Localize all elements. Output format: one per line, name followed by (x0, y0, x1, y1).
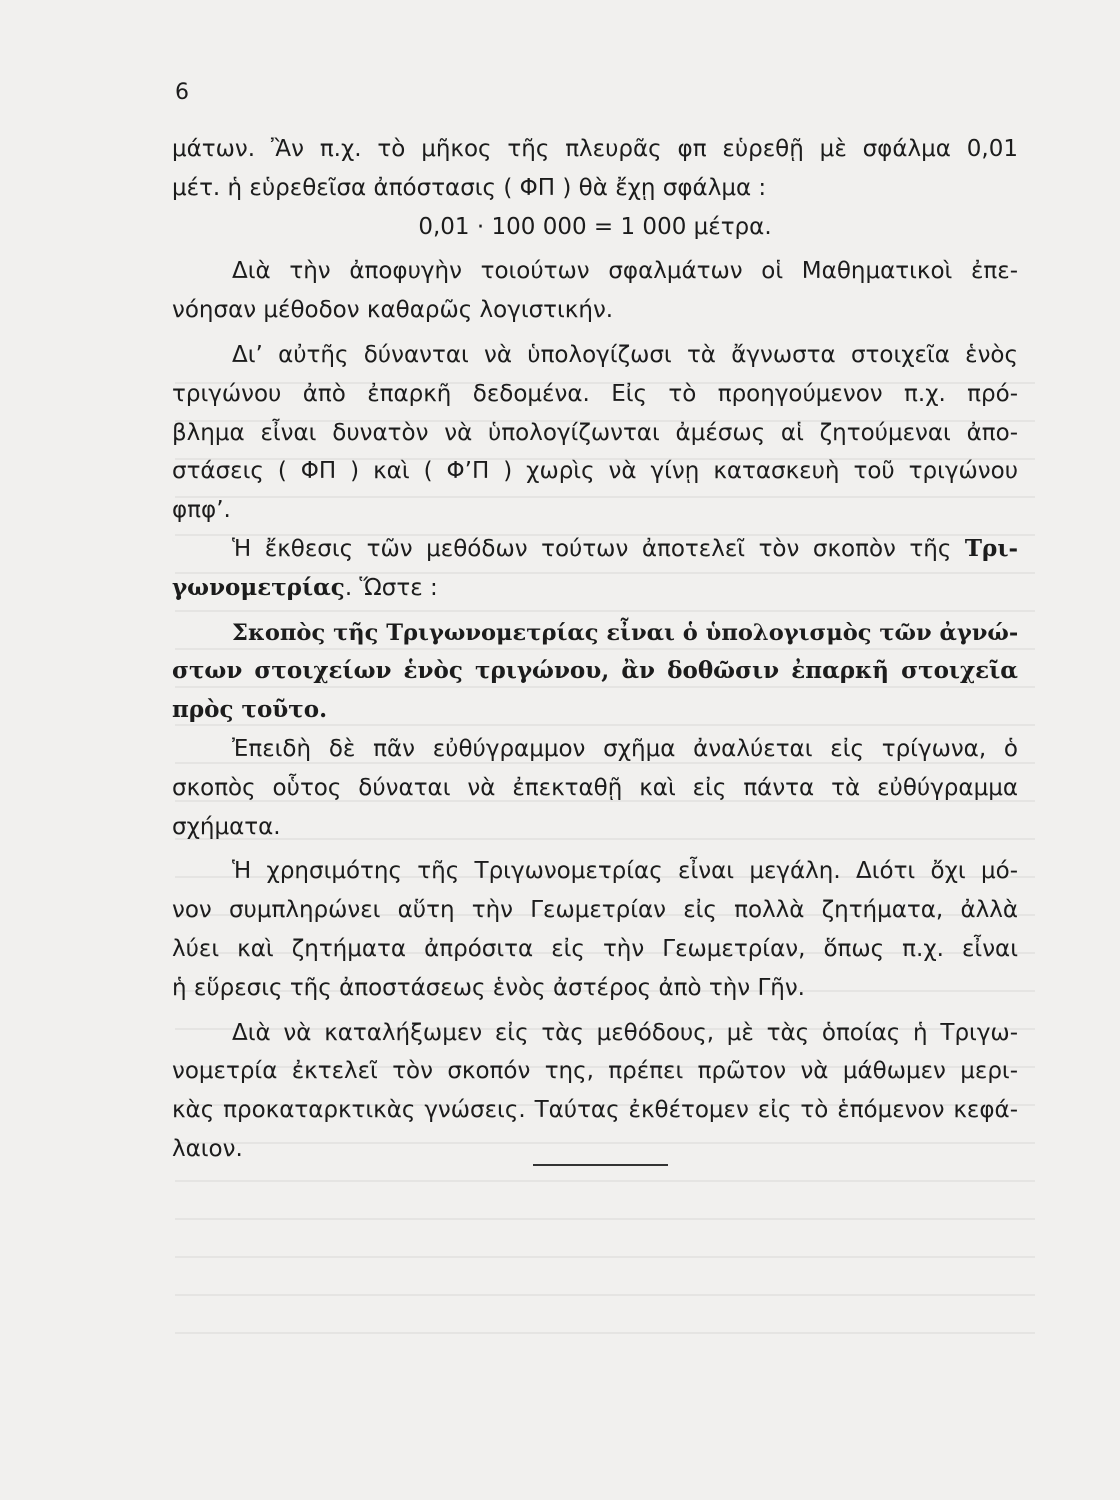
equation-line: 0,01 · 100 000 = 1 000 μέτρα. (418, 213, 772, 240)
page-number: 6 (175, 80, 189, 105)
text-line: ἡ εὕρεσις τῆς ἀποστάσεως ἑνὸς ἀστέρος ἀπὸ τὴν Γῆν. (172, 974, 805, 1001)
text-line: Διὰ νὰ καταλήξωμεν εἰς τὰς μεθόδους, μὲ τὰς ὁποίας ἡ Τριγω- (232, 1019, 1018, 1046)
definition-line: Σκοπὸς τῆς Τριγωνομετρίας εἶναι ὁ ὑπολογισμὸς τῶν ἀγνώ- (232, 619, 1019, 646)
text-line: Ἡ χρησιμότης τῆς Τριγωνομετρίας εἶναι μεγάλη. Διότι ὄχι μό- (232, 858, 1018, 885)
text-line: νομετρία ἐκτελεῖ τὸν σκοπόν της, πρέπει πρῶτον νὰ μάθωμεν μερι- (172, 1058, 1018, 1085)
text-line: μέτ. ἡ εὑρεθεῖσα ἀπόστασις ( ΦΠ ) θὰ ἔχῃ σφάλμα : (172, 174, 767, 201)
text-span: . Ὥστε : (344, 574, 438, 601)
text-line: Ἐπειδὴ δὲ πᾶν εὐθύγραμμον σχῆμα ἀναλύεται εἰς τρίγωνα, ὁ (232, 735, 1018, 762)
text-line (172, 569, 1018, 608)
text-line: λαιον. (172, 1135, 243, 1162)
text-line: βλημα εἶναι δυνατὸν νὰ ὑπολογίζωνται ἀμέσως αἱ ζητούμεναι ἀπο- (172, 419, 1018, 446)
definition-line: πρὸς τοῦτο. (172, 696, 328, 724)
text-line: μάτων. Ἂν π.χ. τὸ μῆκος τῆς πλευρᾶς φπ εὑρεθῇ μὲ σφάλμα 0,01 (172, 136, 1018, 162)
text-line: Διὰ τὴν ἀποφυγὴν τοιούτων σφαλμάτων οἱ Μαθηματικοὶ ἐπε- (232, 258, 1018, 285)
text-line: λύει καὶ ζητήματα ἀπρόσιτα εἰς τὴν Γεωμετρίαν, ὅπως π.χ. εἶναι (172, 935, 1018, 962)
text-line: Δι’ αὐτῆς δύνανται νὰ ὑπολογίζωσι τὰ ἄγνωστα στοιχεῖα ἑνὸς (232, 341, 1018, 368)
text-line: νόησαν μέθοδον καθαρῶς λογιστικήν. (172, 297, 614, 324)
text-span: Ἡ ἔκθεσις τῶν μεθόδων τούτων ἀποτελεῖ τὸν σκοπὸν τῆς (232, 535, 965, 562)
text-line: στάσεις ( ΦΠ ) καὶ ( Φ’Π ) χωρὶς νὰ γίνῃ κατασκευὴ τοῦ τριγώνου (172, 458, 1018, 485)
text-line: σκοπὸς οὗτος δύναται νὰ ἐπεκταθῇ καὶ εἰς πάντα τὰ εὐθύγραμμα (172, 774, 1018, 801)
text-line: κὰς προκαταρκτικὰς γνώσεις. Ταύτας ἐκθέτομεν εἰς τὸ ἑπόμενον κεφά- (172, 1097, 1018, 1124)
text-line (172, 530, 1018, 569)
text-line: σχήματα. (172, 813, 281, 840)
text-line: νον συμπληρώνει αὕτη τὴν Γεωμετρίαν εἰς πολλὰ ζητήματα, ἀλλὰ (172, 897, 1018, 924)
bold-term: γωνομετρίας (172, 573, 345, 601)
text-line: τριγώνου ἀπὸ ἐπαρκῆ δεδομένα. Εἰς τὸ προηγούμενον π.χ. πρό- (172, 380, 1018, 407)
definition-line: στων στοιχείων ἑνὸς τριγώνου, ἂν δοθῶσιν ἐπαρκῆ στοιχεῖα (172, 657, 1018, 685)
section-divider (533, 1164, 668, 1166)
body-text (172, 130, 1018, 1169)
text-line: φπφ’. (172, 497, 231, 524)
bold-term: Τρι- (964, 534, 1018, 562)
